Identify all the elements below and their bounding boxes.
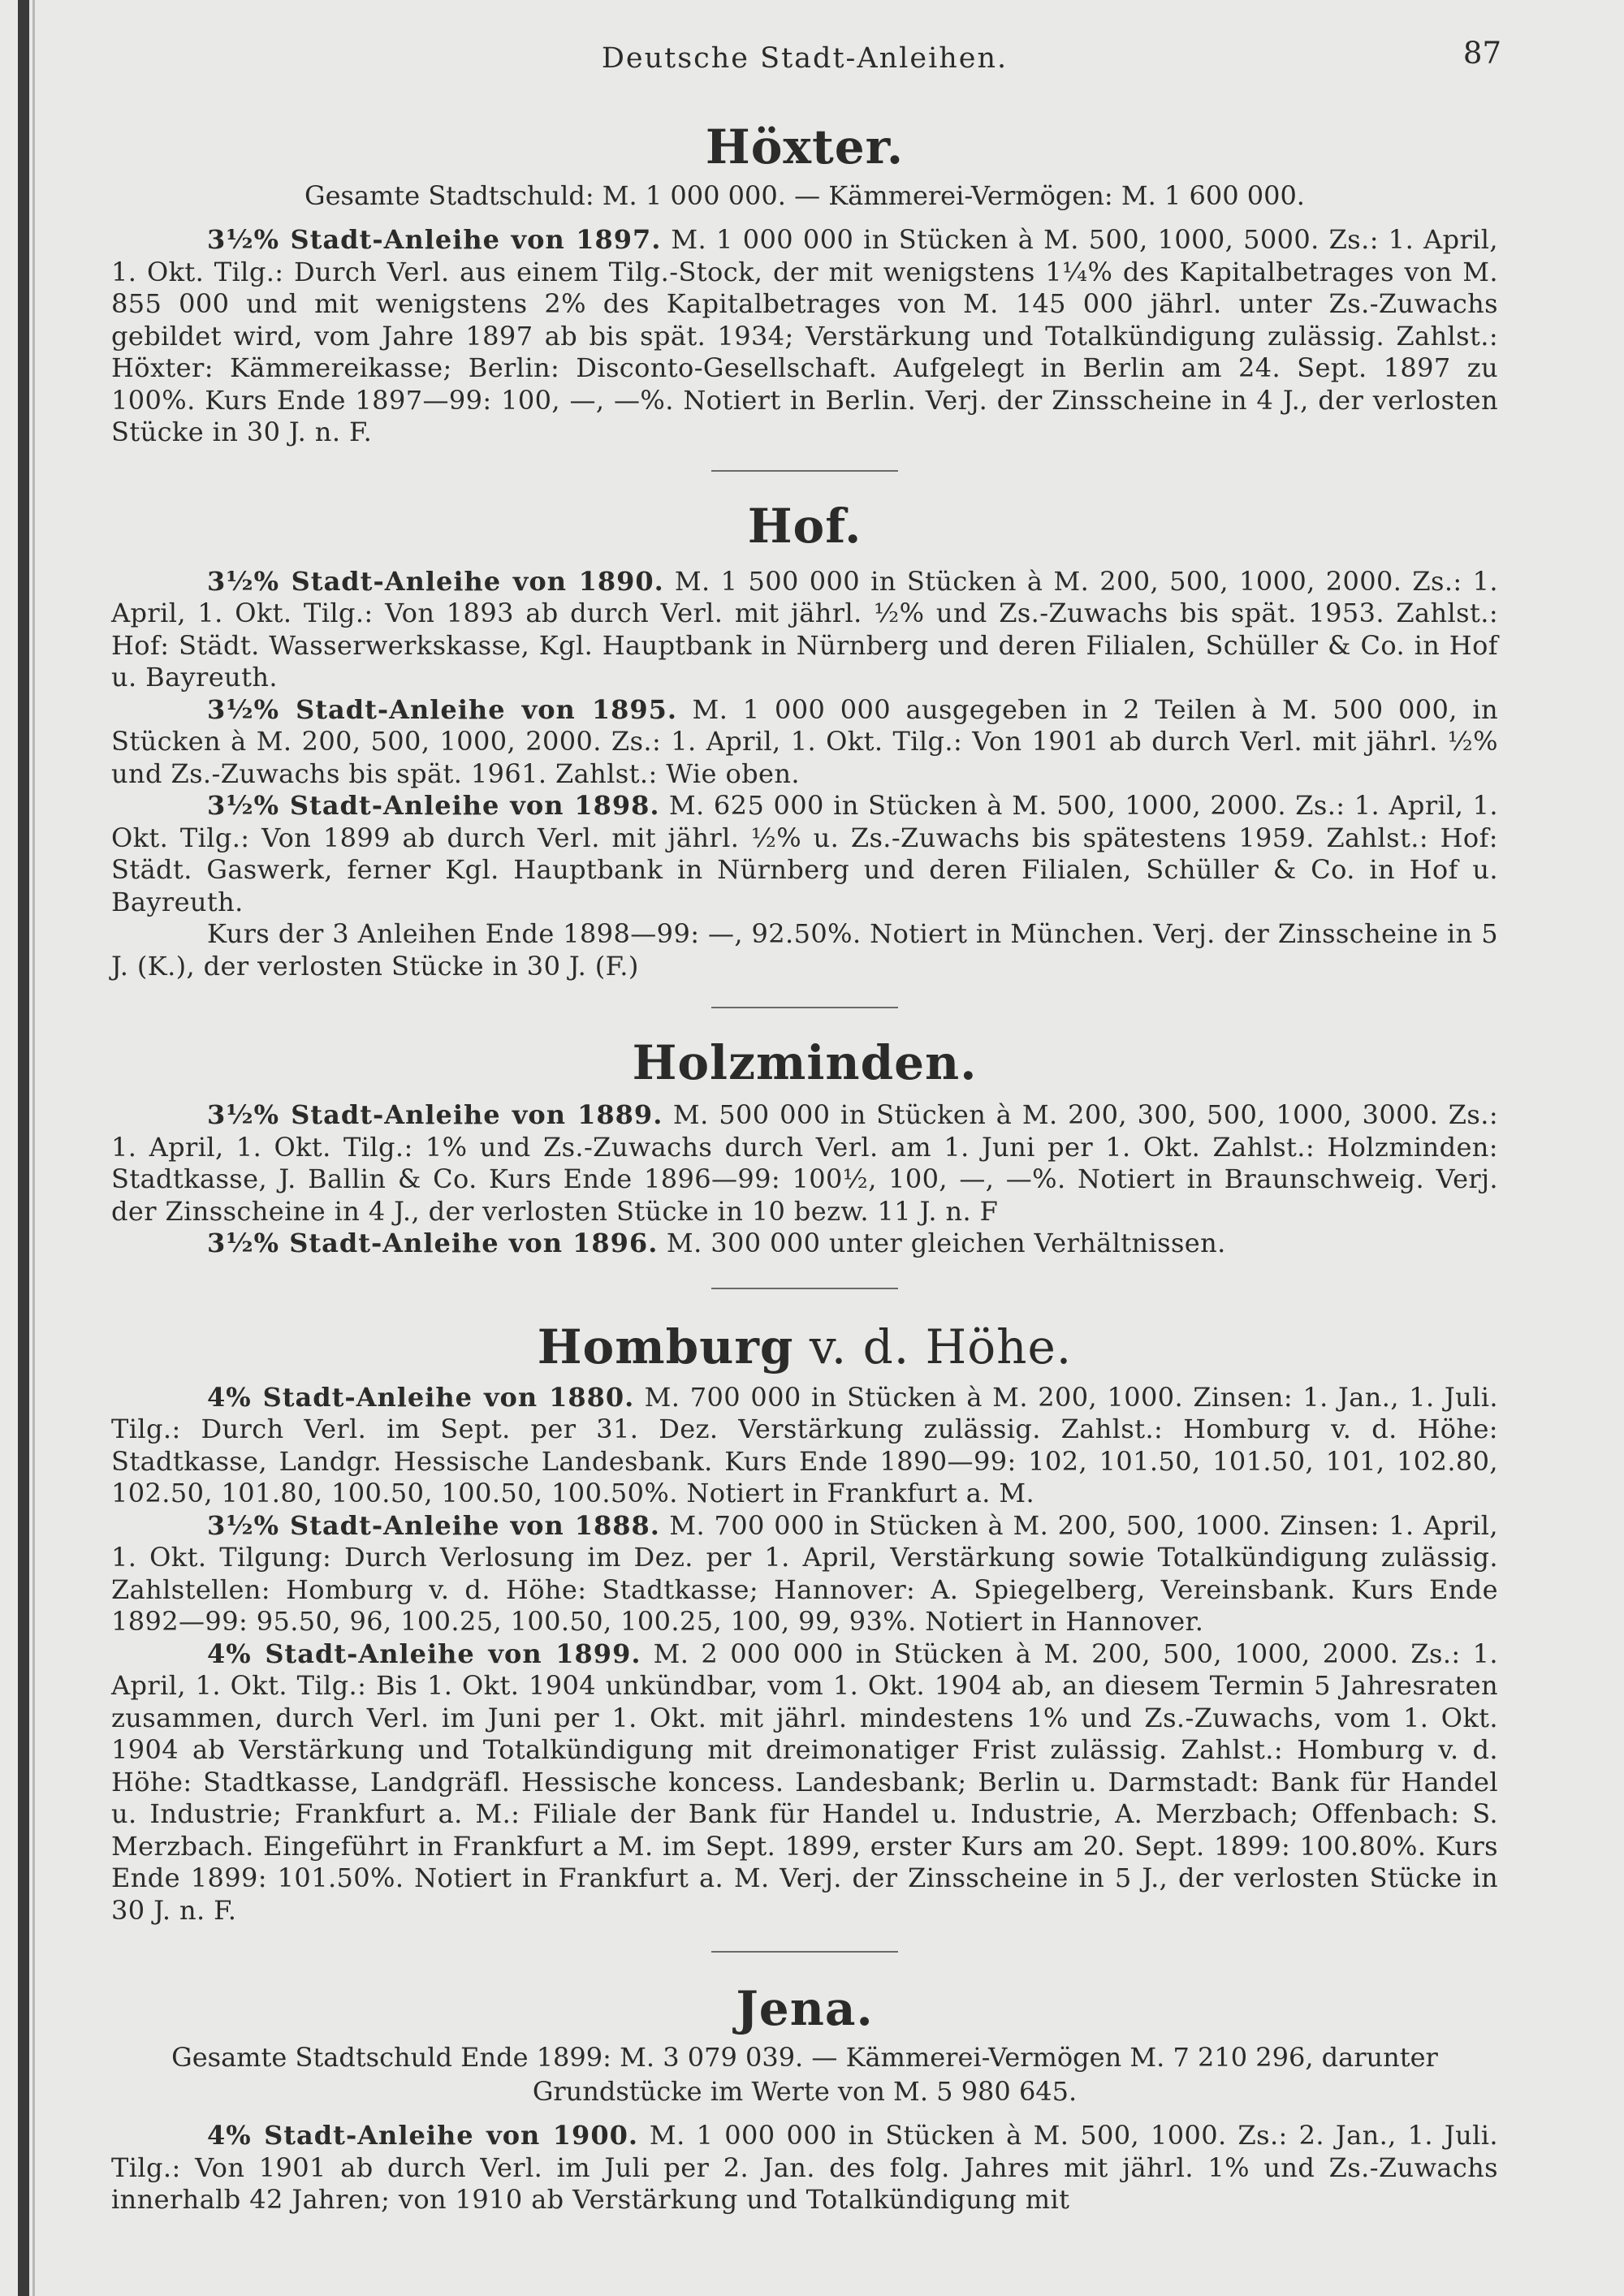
section-heading-homburg [111, 1318, 1498, 1375]
section-divider [711, 1007, 898, 1008]
section-hof [111, 498, 1499, 983]
loan-text: M. 625 000 in Stücken à M. 500, 1000, 2000. Zs.: 1. April, 1. Okt. Tilg.: Von 1899 ab durch Verl. mit jährl. ½% u. Zs.-Zuwachs bis spätestens 1959. Zahlst.: Hof: Städt. Gaswerk, ferner Kgl. Hauptbank in Nürnberg und deren Filialen, Schüller & Co. in Hof u. Bayreuth. [111, 790, 1499, 917]
section-divider [711, 1288, 898, 1289]
section-meta-jena: Gesamte Stadtschuld Ende 1899: M. 3 079 039. — Kämmerei-Vermögen M. 7 210 296, darunter Grundstücke im Werte von M. 5 980 645. [171, 2042, 1438, 2107]
page-number: 87 [1462, 36, 1501, 71]
loan-text: M. 700 000 in Stücken à M. 200, 500, 1000. Zinsen: 1. April, 1. Okt. Tilgung: Durch Verlosung im Dez. per 1. April, Verstärkung sowie Totalkündigung zulässig. Zahlstellen: Homburg v. d. Höhe: Stadtkasse; Hannover: A. Spiegelberg, Vereinsbank. Kurs Ende 1892—99: 95.50, 96, 100.25, 100.50, 100.25, 100, 99, 93%. Notiert in Hannover. [111, 1509, 1498, 1637]
loan-entry [111, 1638, 1498, 1927]
book-spine-shadow [18, 0, 29, 2296]
loan-title: 3½% Stadt-Anleihe von 1896. [207, 1228, 659, 1258]
running-title: Deutsche Stadt-Anleihen. [601, 42, 1009, 75]
section-heading-hof: Hof. [747, 498, 862, 554]
heading-suffix: v. d. Höhe. [793, 1318, 1073, 1375]
loan-title: 3½% Stadt-Anleihe von 1897. [207, 224, 662, 255]
loan-title: 4% Stadt-Anleihe von 1880. [207, 1381, 635, 1413]
loan-text: M. 500 000 in Stücken à M. 200, 300, 500, 1000, 3000. Zs.: 1. April, 1. Okt. Tilg.: 1% und Zs.-Zuwachs durch Verl. am 1. Juni per 1. Okt. Zahlst.: Holzminden: Stadtkasse, J. Ballin & Co. Kurs Ende 1896—99: 100½, 100, —, —%. Notiert in Braunschweig. Verj. der Zinsscheine in 4 J., der verlosten Stücke in 10 bezw. 11 J. n. F [111, 1099, 1498, 1227]
loan-title: 3½% Stadt-Anleihe von 1888. [207, 1509, 660, 1541]
loan-summary [111, 918, 1498, 982]
section-homburg [111, 1318, 1499, 1927]
loan-text: M. 1 000 000 in Stücken à M. 500, 1000. Zs.: 2. Jan., 1. Juli. Tilg.: Von 1901 ab durch Verl. im Juli per 2. Jan. des folg. Jahres mit jährl. 1% und Zs.-Zuwachs innerhalb 42 Jahren; von 1910 ab Verstärkung und Totalkündigung mit [111, 2120, 1499, 2215]
heading-city: Homburg [537, 1318, 794, 1375]
loan-title: 3½% Stadt-Anleihe von 1898. [207, 790, 660, 821]
loan-title: 3½% Stadt-Anleihe von 1895. [207, 693, 678, 725]
loan-text: Kurs der 3 Anleihen Ende 1898—99: —, 92.50%. Notiert in München. Verj. der Zinsscheine in 5 J. (K.), der verlosten Stücke in 30 J. (F.) [111, 918, 1498, 982]
loan-text: M. 300 000 unter gleichen Verhältnissen. [658, 1228, 1226, 1258]
running-header [111, 32, 1501, 81]
book-spine-edge [32, 0, 35, 2296]
section-heading-hoexter: Höxter. [705, 119, 905, 175]
loan-entry [111, 1510, 1498, 1638]
loan-text: M. 700 000 in Stücken à M. 200, 1000. Zinsen: 1. Jan., 1. Juli. Tilg.: Durch Verl. im Sept. per 31. Dez. Verstärkung zulässig. Zahlst.: Homburg v. d. Höhe: Stadtkasse, Landgr. Hessische Landesbank. Kurs Ende 1890—99: 102, 101.50, 101.50, 101, 102.80, 102.50, 101.80, 100.50, 100.50, 100.50%. Notiert in Frankfurt a. M. [111, 1381, 1498, 1508]
loan-entry [111, 790, 1498, 918]
loan-title: 3½% Stadt-Anleihe von 1890. [207, 565, 664, 597]
loan-text: M. 1 000 000 ausgegeben in 2 Teilen à M. 500 000, in Stücken à M. 200, 500, 1000, 2000. Zs.: 1. April, 1. Okt. Tilg.: Von 1901 ab durch Verl. mit jährl. ½% und Zs.-Zuwachs bis spät. 1961. Zahlst.: Wie oben. [111, 693, 1499, 789]
book-page [111, 32, 1501, 2216]
loan-entry [111, 566, 1498, 694]
section-hoexter [111, 119, 1499, 449]
section-divider [711, 1951, 898, 1953]
section-heading-holzminden: Holzminden. [632, 1035, 978, 1090]
loan-text: M. 1 000 000 in Stücken à M. 500, 1000, 5000. Zs.: 1. April, 1. Okt. Tilg.: Durch Verl. aus einem Tilg.-Stock, der mit wenigstens 1¼% des Kapitalbetrages von M. 855 000 und mit wenigstens 2% des Kapitalbetrages von M. 145 000 jährl. unter Zs.-Zuwachs gebildet wird, vom Jahre 1897 ab bis spät. 1934; Verstärkung und Totalkündigung zulässig. Zahlst.: Höxter: Kämmereikasse; Berlin: Disconto-Gesellschaft. Aufgelegt in Berlin am 24. Sept. 1897 zu 100%. Kurs Ende 1897—99: 100, —, —%. Notiert in Berlin. Verj. der Zinsscheine in 4 J., der verlosten Stücke in 30 J. n. F. [111, 224, 1499, 447]
section-holzminden [111, 1035, 1498, 1260]
loan-entry [111, 1382, 1498, 1510]
loan-title: 4% Stadt-Anleihe von 1899. [207, 1638, 641, 1669]
section-divider [711, 470, 898, 472]
section-jena [111, 1981, 1499, 2216]
loan-title: 3½% Stadt-Anleihe von 1889. [207, 1099, 663, 1130]
loan-entry [111, 224, 1498, 449]
loan-title: 4% Stadt-Anleihe von 1900. [207, 2120, 638, 2151]
loan-text: M. 1 500 000 in Stücken à M. 200, 500, 1000, 2000. Zs.: 1. April, 1. Okt. Tilg.: Von 1893 ab durch Verl. mit jährl. ½% und Zs.-Zuwachs bis spät. 1953. Zahlst.: Hof: Städt. Wasserwerkskasse, Kgl. Hauptbank in Nürnberg und deren Filialen, Schüller & Co. in Hof u. Bayreuth. [111, 565, 1498, 693]
section-meta-hoexter: Gesamte Stadtschuld: M. 1 000 000. — Kämmerei-Vermögen: M. 1 600 000. [304, 180, 1305, 211]
loan-entry [111, 2120, 1498, 2216]
loan-entry [111, 1228, 1498, 1260]
section-heading-jena: Jena. [736, 1981, 874, 2036]
loan-entry [111, 694, 1498, 791]
loan-entry [111, 1099, 1498, 1228]
loan-text: M. 2 000 000 in Stücken à M. 200, 500, 1000, 2000. Zs.: 1. April, 1. Okt. Tilg.: Bis 1. Okt. 1904 unkündbar, vom 1. Okt. 1904 ab, an diesem Termin 5 Jahresraten zusammen, durch Verl. im Juni per 1. Okt. mit jährl. mindestens 1% und Zs.-Zuwachs, vom 1. Okt. 1904 ab Verstärkung und Totalkündigung mit dreimonatiger Frist zulässig. Zahlst.: Homburg v. d. Höhe: Stadtkasse, Landgräfl. Hessische koncess. Landesbank; Berlin u. Darmstadt: Bank für Handel u. Industrie; Frankfurt a. M.: Filiale der Bank für Handel u. Industrie, A. Merzbach; Offenbach: S. Merzbach. Eingeführt in Frankfurt a M. im Sept. 1899, erster Kurs am 20. Sept. 1899: 100.80%. Kurs Ende 1899: 101.50%. Notiert in Frankfurt a. M. Verj. der Zinsscheine in 5 J., der verlosten Stücke in 30 J. n. F. [111, 1638, 1499, 1926]
